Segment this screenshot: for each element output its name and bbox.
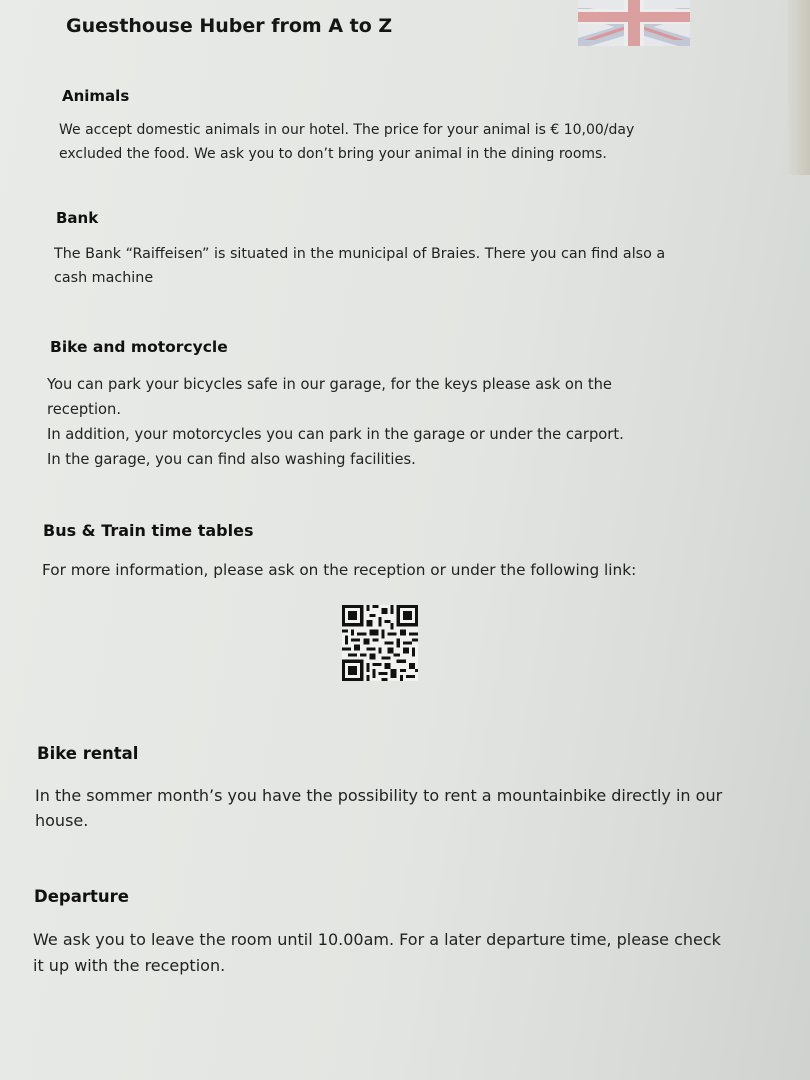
section-body-bank xyxy=(54,242,665,290)
section-body-departure xyxy=(33,927,721,979)
qr-code-icon[interactable] xyxy=(342,605,418,681)
section-heading-animals: Animals xyxy=(62,87,130,105)
section-body-animals xyxy=(59,118,634,166)
union-jack-flag-icon xyxy=(578,0,690,46)
body-line: In the sommer month’s you have the possibility to rent a mountainbike directly in our xyxy=(35,786,723,805)
section-heading-bus-train: Bus & Train time tables xyxy=(43,521,254,540)
section-heading-bank: Bank xyxy=(56,209,99,227)
body-line: reception. xyxy=(47,401,121,418)
body-line: In addition, your motorcycles you can park in the garage or under the carport. xyxy=(47,426,624,443)
section-heading-bike-rental: Bike rental xyxy=(37,744,139,763)
body-line: house. xyxy=(35,811,89,830)
page-title: Guesthouse Huber from A to Z xyxy=(66,15,393,37)
body-line: it up with the reception. xyxy=(33,956,226,975)
section-body-bike-rental xyxy=(35,783,722,833)
body-line: In the garage, you can find also washing facilities. xyxy=(47,451,416,468)
section-body-bike-motorcycle xyxy=(47,372,624,472)
body-line: We ask you to leave the room until 10.00am. For a later departure time, please check xyxy=(33,930,721,949)
body-line: The Bank “Raiffeisen” is situated in the municipal of Braies. There you can find also a xyxy=(54,246,666,262)
section-body-bus-train xyxy=(42,558,636,583)
body-line: cash machine xyxy=(54,270,154,286)
body-line: For more information, please ask on the reception or under the following link: xyxy=(42,561,637,579)
section-heading-bike-motorcycle: Bike and motorcycle xyxy=(50,338,228,356)
body-line: excluded the food. We ask you to don’t bring your animal in the dining rooms. xyxy=(59,146,607,162)
body-line: We accept domestic animals in our hotel. The price for your animal is € 10,00/day xyxy=(59,122,635,138)
section-heading-departure: Departure xyxy=(34,887,129,906)
body-line: You can park your bicycles safe in our garage, for the keys please ask on the xyxy=(47,376,612,393)
paper-edge xyxy=(788,0,810,175)
